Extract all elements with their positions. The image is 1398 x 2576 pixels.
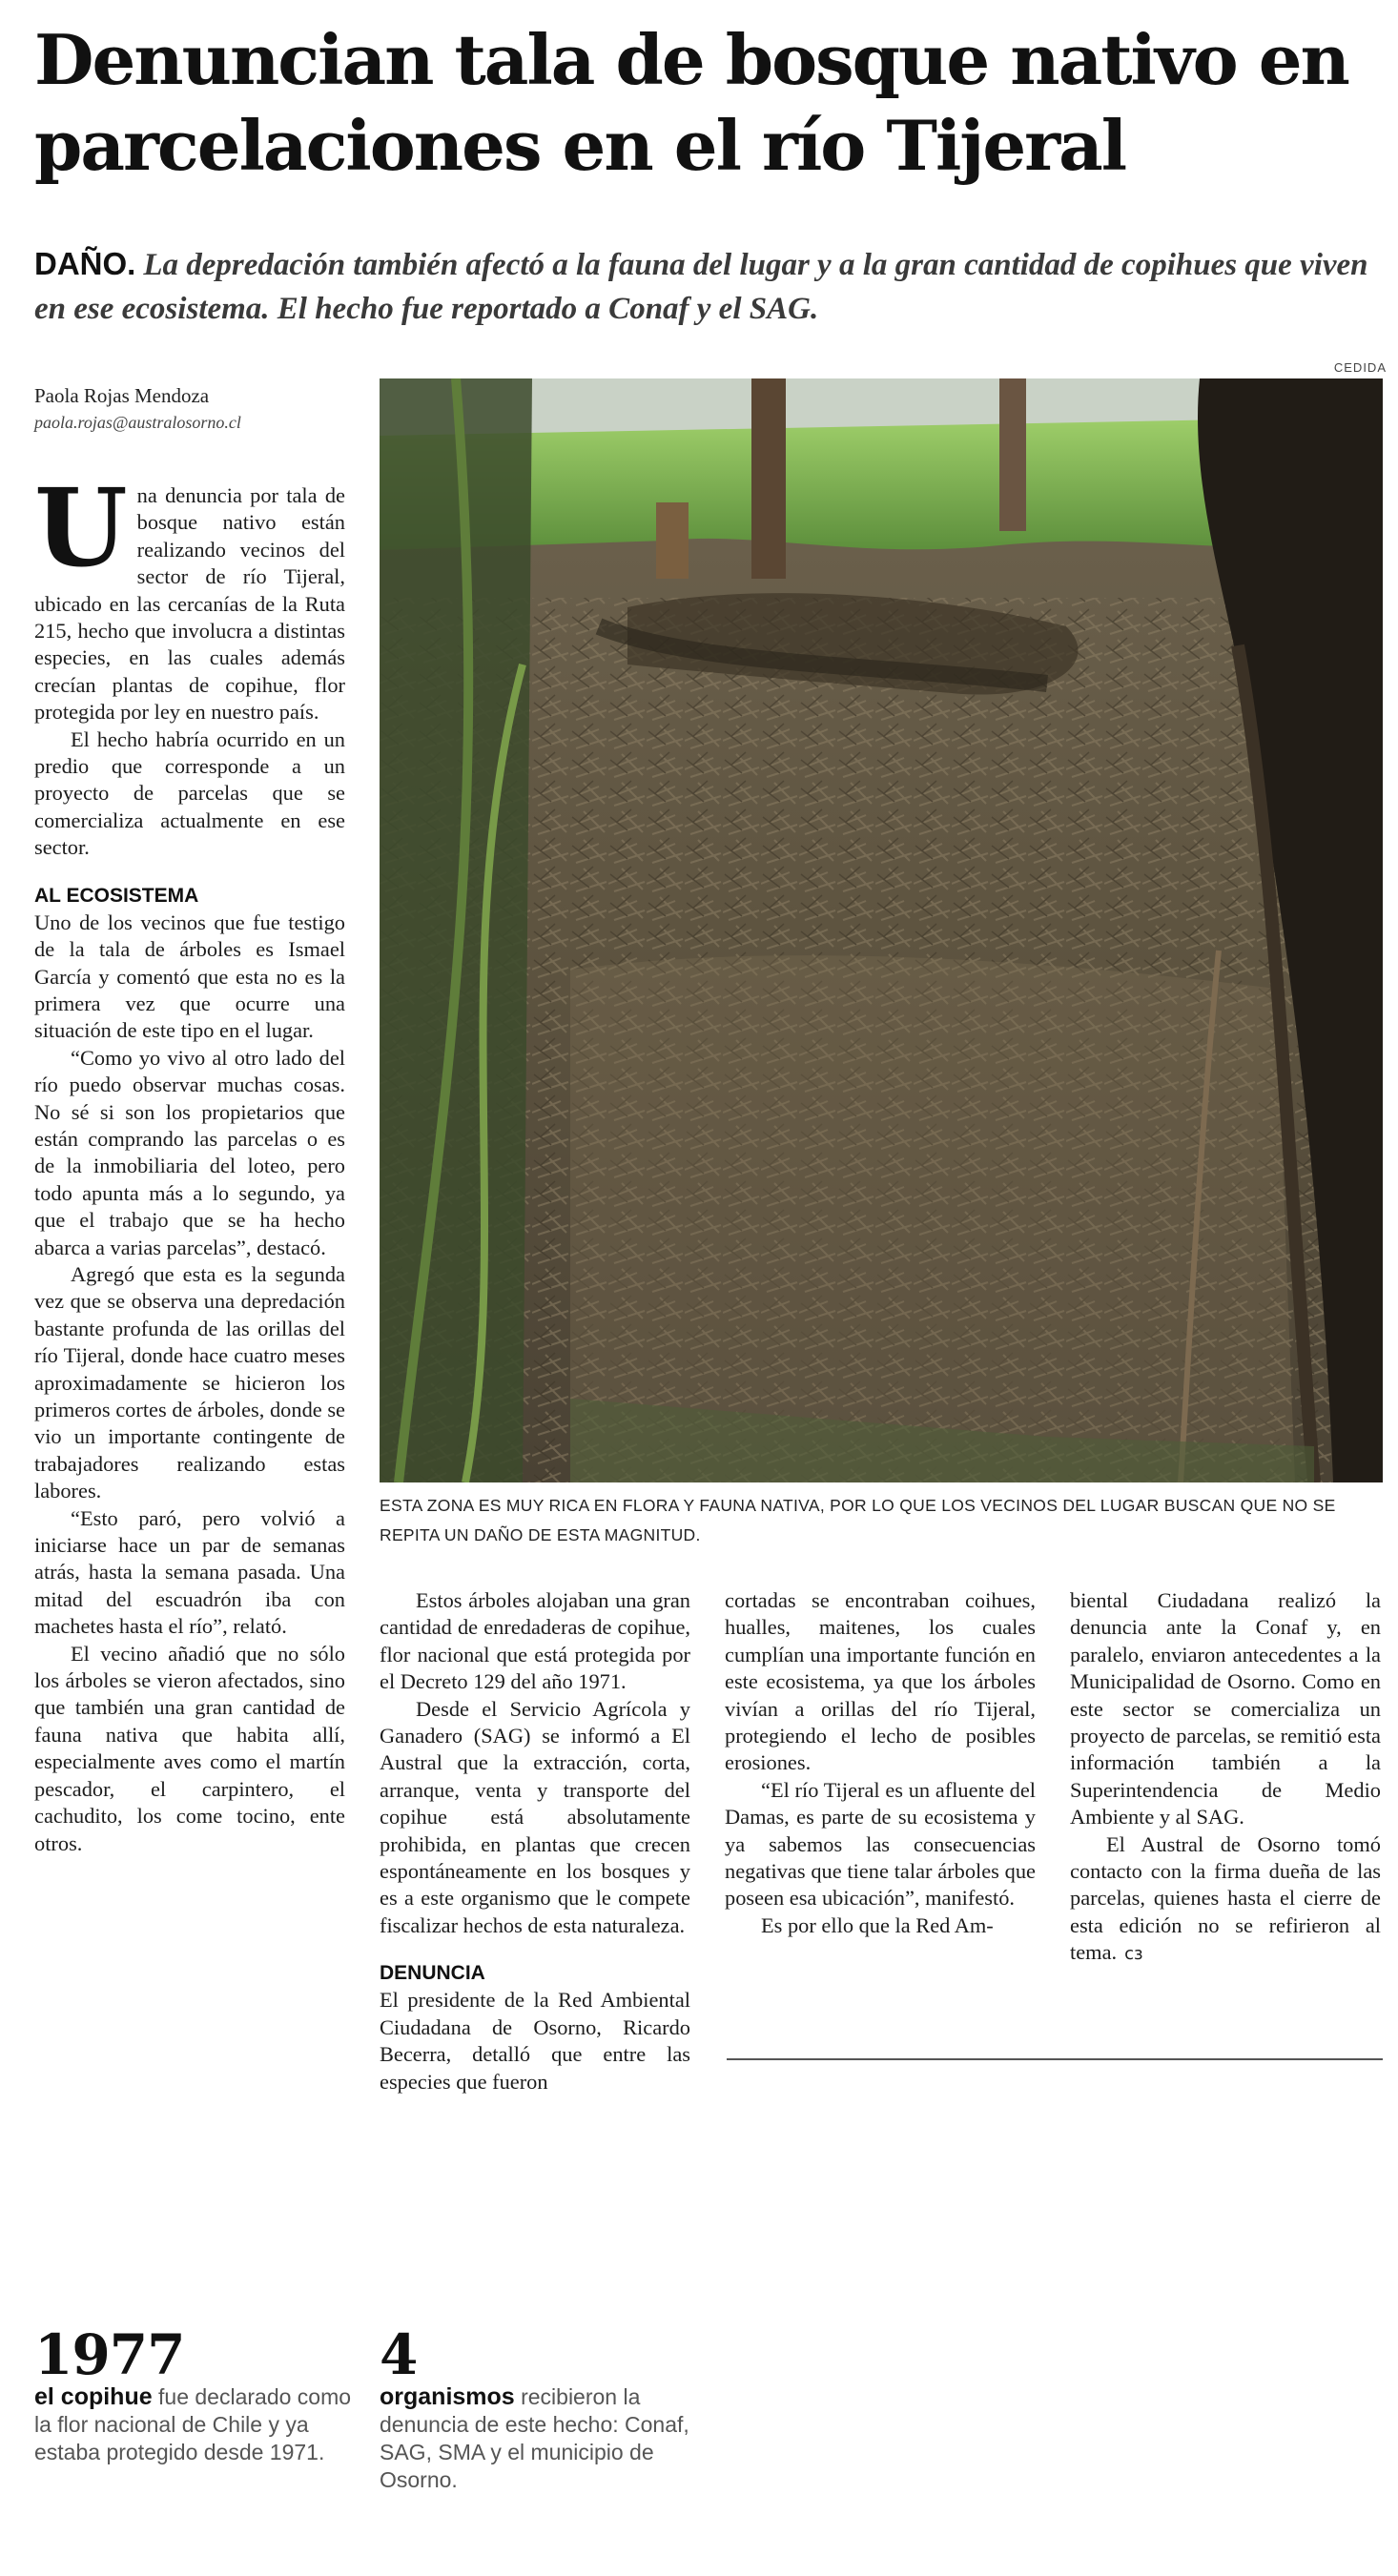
paragraph-3: Uno de los vecinos que fue testigo de la tala de árboles es Ismael García y comentó que esta no es la primera vez que ocurre una situación de este tipo en el lugar. [34,910,345,1043]
paragraph-13: Es por ello que la Red Am- [761,1912,994,1937]
fact-text: fue declarado como la flor nacional de Chile y ya estaba protegido desde 1971. [34,2384,352,2464]
paragraph-2: El hecho habría ocurrido en un predio que corresponde a un proyecto de parcelas que se comercializa actualmente en ese sector. [34,726,345,860]
paragraph-9: Desde el Servicio Agrícola y Ganadero (SAG) se informó a El Austral que la extracción, corta, arranque, venta y transporte del copihue está absolutamente prohibida, en plantas que crecen espontáneamente en los bosques y es a este organismo que le compete fiscalizar hechos de esta naturaleza. [380,1696,690,1937]
photo-credit: CEDIDA [1333,360,1387,375]
article-column-1 [34,466,345,1857]
paragraph-6: “Esto paró, pero volvió a iniciarse hace un par de semanas atrás, hasta la semana pasada. Una mitad del escuadrón iba con machetes hasta el río”, relató. [34,1505,345,1639]
paragraph-15: El Austral de Osorno tomó contacto con la firma dueña de las parcelas, quienes hasta el cierre de esta edición no se refirieron al tema. ᴄɜ [1070,1831,1381,1965]
byline [34,381,349,435]
paragraph-14: biental Ciudadana realizó la denuncia ante la Conaf y, en paralelo, enviaron antecedentes a la Municipalidad de Osorno. Como en este sector se comercializa un proyecto de parcelas, se remitió esta información también a la Superintendencia de Medio Ambiente y al SAG. [1070,1588,1381,1830]
paragraph-5: Agregó que esta es la segunda vez que se observa una depredación bastante profunda de las orillas del río Tijeral, donde hace cuatro meses aproximadamente se hicieron los primeros cortes de árboles, donde se vio un importante contingente de trabajadores realizando estas labores. [34,1261,345,1503]
column-rule [727,2058,1383,2060]
paragraph-10: El presidente de la Red Ambiental Ciudadana de Osorno, Ricardo Becerra, detalló que entre las especies que fueron [380,1988,690,2094]
paragraph-11: cortadas se encontraban coihues, hualles, maitenes, los cuales cumplían una importante función en este ecosistema, ya que los árboles vivían a orillas del río Tijeral, protegiendo el lecho de posibles erosiones. [725,1588,1036,1775]
paragraph-7: El vecino añadió que no sólo los árboles se vieron afectados, sino que también una gran cantidad de fauna nativa que habita allí, especialmente aves como el martín pescador, el carpintero, el cachudito, los come tocino, ente otros. [34,1641,345,1855]
drop-cap: U [34,466,128,591]
fact-box-2 [380,2322,704,2494]
deck [34,242,1388,331]
fact-number: 4 [380,2322,418,2387]
deck-text: La depredación también afectó a la fauna del lugar y a la gran cantidad de copihues que viven en ese ecosistema. El hecho fue reportado a Conaf y el SAG. [34,248,1368,326]
kicker: DAÑO. [34,246,136,281]
fact-number: 1977 [34,2322,185,2387]
paragraph-12: “El río Tijeral es un afluente del Damas, es parte de su ecosistema y ya sabemos las consecuencias negativas que tiene talar árboles que poseen esa ubicación”, manifestó. [725,1777,1036,1911]
author-email: paola.rojas@australosorno.cl [34,413,241,432]
article-column-2 [380,1587,690,2096]
article-column-3 [725,1587,1036,1939]
author-name: Paola Rojas Mendoza [34,384,210,407]
subhead-denuncia: DENUNCIA [380,1962,485,1985]
fact-box-1 [34,2322,359,2466]
headline: Denuncian tala de bosque nativo en parcelaciones en el río Tijeral [34,19,1348,186]
fact-text: recibieron la denuncia de este hecho: Conaf, SAG, SMA y el municipio de Osorno. [380,2384,689,2492]
article-photo [380,378,1383,1482]
photo-caption: ESTA ZONA ES MUY RICA EN FLORA Y FAUNA NATIVA, POR LO QUE LOS VECINOS DEL LUGAR BUSCAN QUE NO SE REPITA UN DAÑO DE ESTA MAGNITUD. [380,1496,1336,1544]
paragraph-4: “Como yo vivo al otro lado del río puedo observar muchas cosas. No sé si son los propietarios que están comprando las parcelas o es de la inmobiliaria del loteo, pero todo apunta más a lo segundo, ya que el trabajo que se ha hecho abarca a varias parcelas”, destacó. [34,1045,345,1259]
fact-lead: el copihue [34,2383,153,2410]
paragraph-8: Estos árboles alojaban una gran cantidad de enredaderas de copihue, flor nacional que está protegida por el Decreto 129 del año 1971. [380,1588,690,1694]
paragraph-1: Una denuncia por tala de bosque nativo están realizando vecinos del sector de río Tijeral, ubicado en las cercanías de la Ruta 215, hecho que involucra a distintas especies, en las cuales además crecían plantas de copihue, flor protegida por ley en nuestro país. [34,466,345,725]
fact-lead: organismos [380,2383,515,2410]
end-mark-icon: ᴄɜ [1124,1944,1143,1965]
subhead-ecosistema: AL ECOSISTEMA [34,884,199,907]
article-column-4 [1070,1587,1381,1969]
